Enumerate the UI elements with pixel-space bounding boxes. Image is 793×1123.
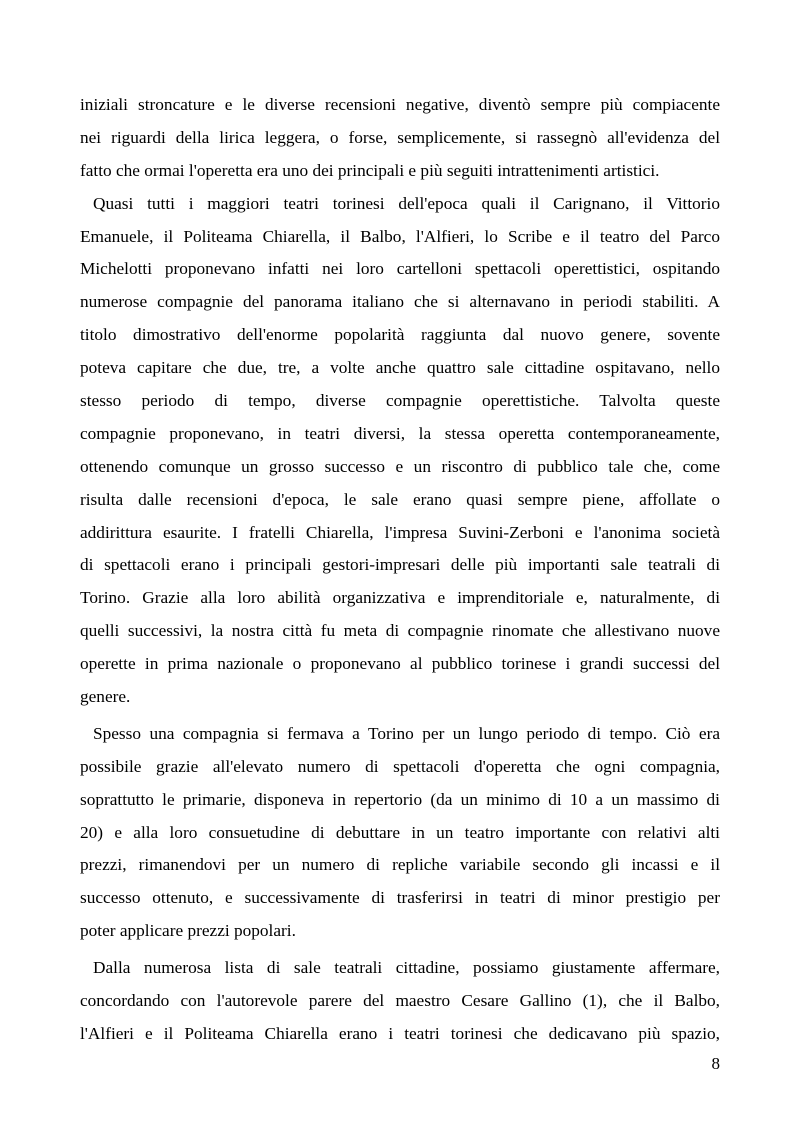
text-line: risulta dalle recensioni d'epoca, le sale erano quasi sempre piene, affollate o bbox=[80, 489, 720, 509]
text-line: prezzi, rimanendovi per un numero di repliche variabile secondo gli incassi e il bbox=[80, 855, 720, 875]
text-line: poter applicare prezzi popolari. bbox=[80, 921, 296, 941]
page-number: 8 bbox=[711, 1054, 720, 1073]
text-line: compagnie proponevano, in teatri diversi, la stessa operetta contemporaneamente, bbox=[80, 423, 720, 443]
text-line: soprattutto le primarie, disponeva in repertorio (da un minimo di 10 a un massimo di bbox=[80, 789, 720, 809]
text-line: stesso periodo di tempo, diverse compagnie operettistiche. Talvolta queste bbox=[80, 391, 720, 411]
text-line: Emanuele, il Politeama Chiarella, il Balbo, l'Alfieri, lo Scribe e il teatro del Parco bbox=[80, 226, 720, 246]
text-line: di spettacoli erano i principali gestori-impresari delle più importanti sale teatrali di bbox=[80, 555, 720, 575]
text-line: possibile grazie all'elevato numero di spettacoli d'operetta che ogni compagnia, bbox=[80, 756, 720, 776]
text-line: fatto che ormai l'operetta era uno dei principali e più seguiti intrattenimenti artistici. bbox=[80, 160, 660, 180]
text-line: concordando con l'autorevole parere del maestro Cesare Gallino (1), che il Balbo, bbox=[80, 991, 720, 1011]
paragraph bbox=[80, 188, 720, 714]
text-line: Dalla numerosa lista di sale teatrali cittadine, possiamo giustamente affermare, bbox=[93, 958, 720, 978]
text-line: Michelotti proponevano infatti nei loro cartelloni spettacoli operettistici, ospitando bbox=[80, 259, 720, 279]
text-line: Torino. Grazie alla loro abilità organizzativa e imprenditoriale e, naturalmente, di bbox=[80, 588, 720, 608]
text-line: numerose compagnie del panorama italiano che si alternavano in periodi stabiliti. A bbox=[80, 292, 720, 312]
text-line: 20) e alla loro consuetudine di debuttare in un teatro importante con relativi alti bbox=[80, 822, 720, 842]
text-line: operette in prima nazionale o proponevano al pubblico torinese i grandi successi del bbox=[80, 654, 720, 674]
text-line: l'Alfieri e il Politeama Chiarella erano i teatri torinesi che dedicavano più spazio, bbox=[80, 1023, 720, 1043]
text-line: ottenendo comunque un grosso successo e un riscontro di pubblico tale che, come bbox=[80, 456, 720, 476]
document-body bbox=[80, 89, 720, 1051]
text-line: iniziali stroncature e le diverse recensioni negative, diventò sempre più compiacente bbox=[80, 95, 720, 114]
text-line: genere. bbox=[80, 687, 131, 707]
paragraph bbox=[80, 89, 720, 188]
text-line: Spesso una compagnia si fermava a Torino per un lungo periodo di tempo. Ciò era bbox=[93, 723, 720, 743]
text-line: nei riguardi della lirica leggera, o forse, semplicemente, si rassegnò all'evidenza del bbox=[80, 127, 720, 147]
paragraph bbox=[80, 718, 720, 948]
text-line: quelli successivi, la nostra città fu meta di compagnie rinomate che allestivano nuove bbox=[80, 621, 720, 641]
text-line: titolo dimostrativo dell'enorme popolarità raggiunta dal nuovo genere, sovente bbox=[80, 325, 720, 345]
paragraph bbox=[80, 952, 720, 1051]
text-line: successo ottenuto, e successivamente di trasferirsi in teatri di minor prestigio per bbox=[80, 888, 720, 908]
text-line: Quasi tutti i maggiori teatri torinesi dell'epoca quali il Carignano, il Vittorio bbox=[93, 193, 720, 213]
text-line: addirittura esaurite. I fratelli Chiarella, l'impresa Suvini-Zerboni e l'anonima società bbox=[80, 522, 720, 542]
text-line: poteva capitare che due, tre, a volte anche quattro sale cittadine ospitavano, nello bbox=[80, 358, 720, 378]
